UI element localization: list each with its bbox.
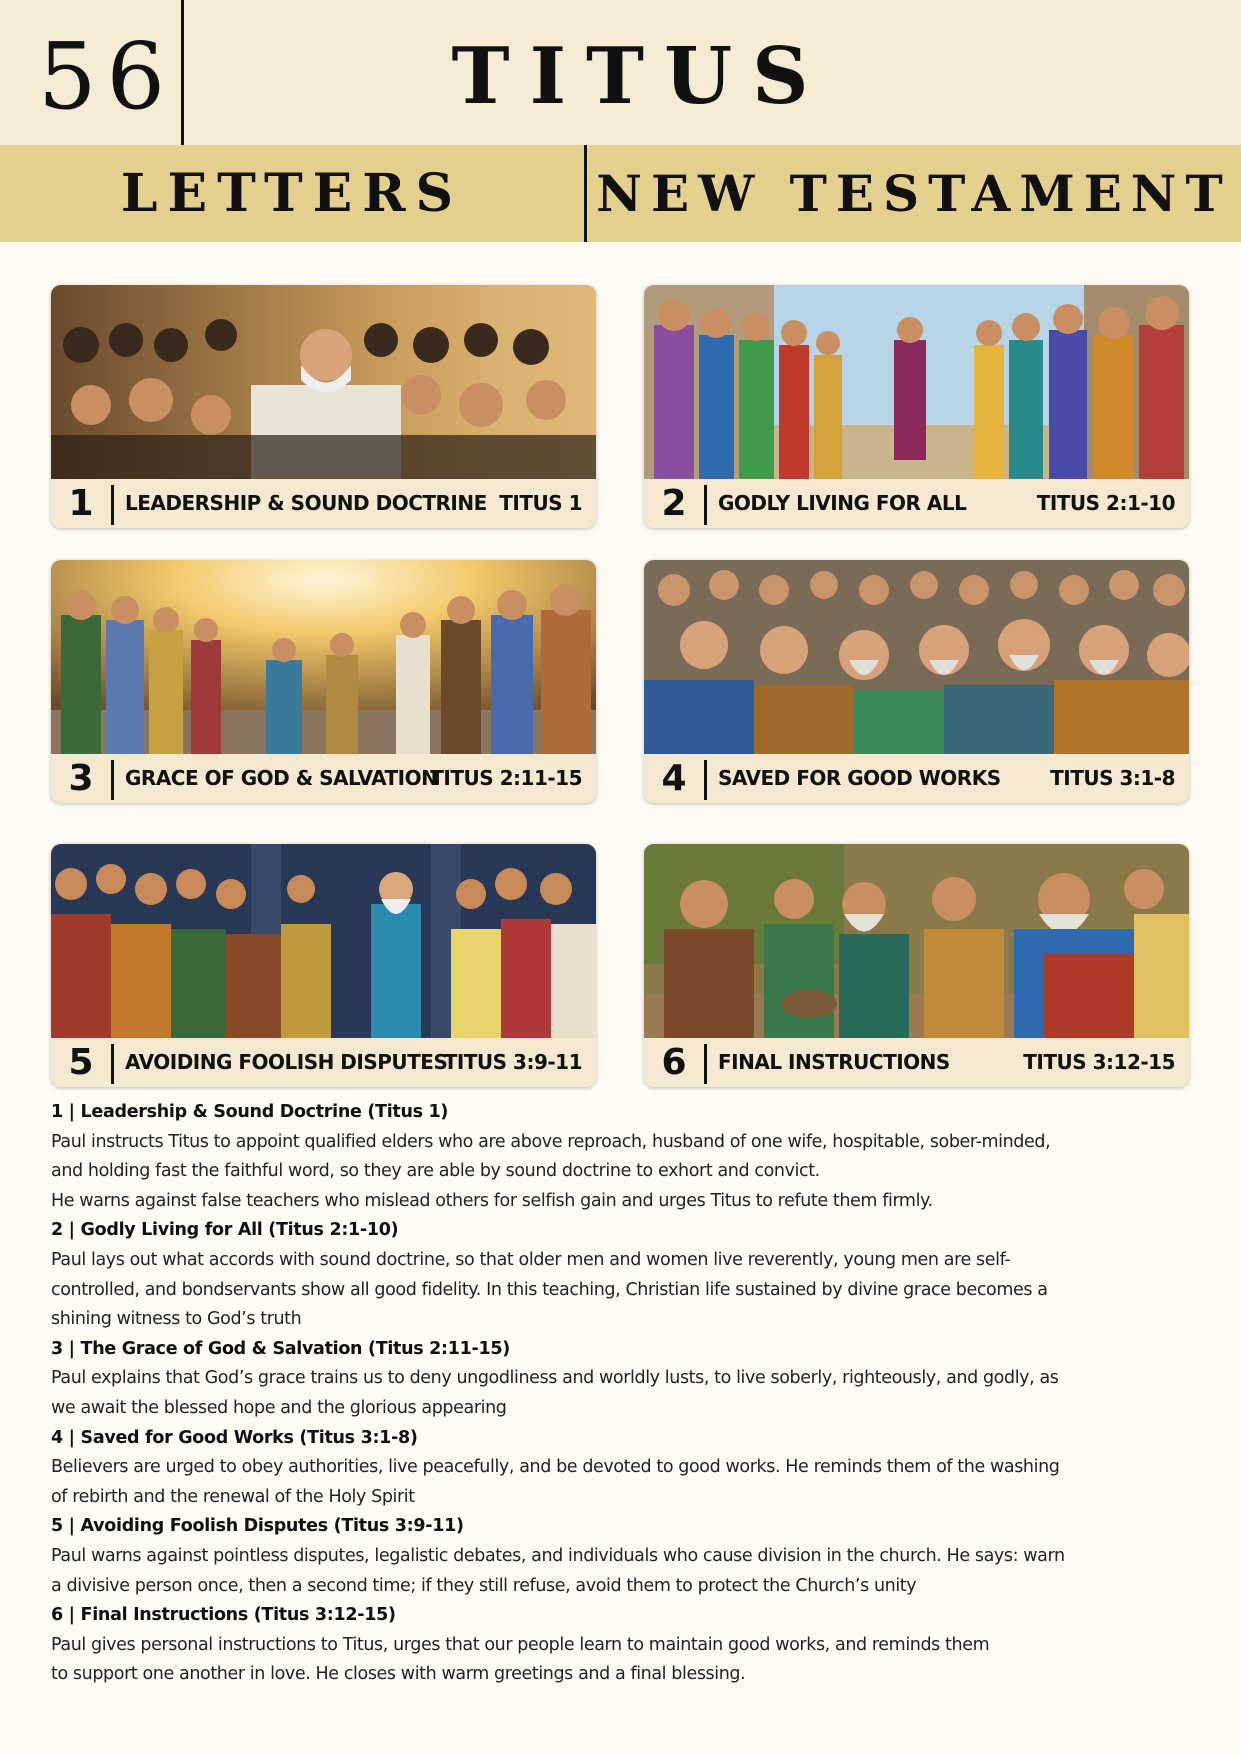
section-line: we await the blessed hope and the glorious appearing <box>51 1397 507 1418</box>
card-reference: TITUS 2:11-15 <box>430 766 582 790</box>
illustration-divine-light <box>51 560 596 754</box>
section-5 <box>51 1512 1191 1601</box>
card-number: 4 <box>661 758 687 799</box>
section-line: Paul gives personal instructions to Titus, urges that our people learn to maintain good works, and reminds them <box>51 1634 990 1655</box>
card-divider <box>111 1044 114 1084</box>
section-heading: 3 | The Grace of God & Salvation (Titus 2:11-15) <box>51 1338 510 1359</box>
section-line: controlled, and bondservants show all good fidelity. In this teaching, Christian life sustained by divine grace becomes a <box>51 1279 1048 1300</box>
card-reference: TITUS 1 <box>499 491 582 515</box>
story-card-6 <box>644 844 1189 1087</box>
card-number: 1 <box>68 483 94 524</box>
card-reference: TITUS 3:9-11 <box>443 1050 582 1074</box>
section-line: to support one another in love. He closes with warm greetings and a final blessing. <box>51 1664 746 1685</box>
card-divider <box>704 485 707 525</box>
section-line: Paul lays out what accords with sound doctrine, so that older men and women live reverently, young men are self- <box>51 1249 1011 1270</box>
summary-text <box>51 1098 1191 1690</box>
card-number: 5 <box>68 1042 94 1083</box>
card-title: SAVED FOR GOOD WORKS <box>718 766 1001 790</box>
section-1 <box>51 1098 1191 1216</box>
card-divider <box>704 1044 707 1084</box>
card-number: 3 <box>68 758 94 799</box>
section-6 <box>51 1601 1191 1690</box>
card-reference: TITUS 3:12-15 <box>1023 1050 1175 1074</box>
story-card-3 <box>51 560 596 803</box>
illustration-believers-crowd <box>644 560 1189 754</box>
section-heading: 4 | Saved for Good Works (Titus 3:1-8) <box>51 1427 418 1448</box>
card-reference: TITUS 3:1-8 <box>1050 766 1175 790</box>
section-3 <box>51 1335 1191 1424</box>
section-line: Paul warns against pointless disputes, legalistic debates, and individuals who cause division in the church. He says: warn <box>51 1545 1065 1566</box>
section-heading: 5 | Avoiding Foolish Disputes (Titus 3:9-11) <box>51 1516 464 1537</box>
category-label: LETTERS <box>120 163 464 224</box>
section-4 <box>51 1424 1191 1513</box>
card-number: 2 <box>661 483 687 524</box>
section-line: of rebirth and the renewal of the Holy Spirit <box>51 1486 415 1507</box>
card-number: 6 <box>661 1042 687 1083</box>
card-reference: TITUS 2:1-10 <box>1036 491 1175 515</box>
book-title: TITUS <box>451 31 829 122</box>
story-card-2 <box>644 285 1189 528</box>
section-line: shining witness to God’s truth <box>51 1309 302 1330</box>
section-line: Paul explains that God’s grace trains us to deny ungodliness and worldly lusts, to live soberly, righteously, and godly, as <box>51 1368 1059 1389</box>
illustration-final-instructions <box>644 844 1189 1038</box>
card-title: FINAL INSTRUCTIONS <box>718 1050 950 1074</box>
section-line: He warns against false teachers who mislead others for selfish gain and urges Titus to refute them firmly. <box>51 1190 933 1211</box>
section-heading: 6 | Final Instructions (Titus 3:12-15) <box>51 1605 396 1626</box>
section-heading: 2 | Godly Living for All (Titus 2:1-10) <box>51 1220 399 1241</box>
story-card-4 <box>644 560 1189 803</box>
section-2 <box>51 1216 1191 1334</box>
card-title: GODLY LIVING FOR ALL <box>718 491 967 515</box>
illustration-gathering <box>644 285 1189 479</box>
card-divider <box>704 760 707 800</box>
card-title: AVOIDING FOOLISH DISPUTES <box>125 1050 448 1074</box>
header-divider <box>181 0 184 148</box>
illustration-teaching-crowd <box>51 285 596 479</box>
book-number: 56 <box>38 23 176 130</box>
card-divider <box>111 485 114 525</box>
section-heading: 1 | Leadership & Sound Doctrine (Titus 1) <box>51 1102 449 1122</box>
story-card-1 <box>51 285 596 528</box>
section-line: and holding fast the faithful word, so they are able by sound doctrine to exhort and convict. <box>51 1161 820 1182</box>
section-line: Believers are urged to obey authorities, live peacefully, and be devoted to good works. He reminds them of the washing <box>51 1457 1060 1478</box>
section-line: Paul instructs Titus to appoint qualified elders who are above reproach, husband of one wife, hospitable, sober-minded, <box>51 1131 1051 1152</box>
story-card-5 <box>51 844 596 1087</box>
card-title: LEADERSHIP & SOUND DOCTRINE <box>125 491 487 515</box>
card-divider <box>111 760 114 800</box>
card-title: GRACE OF GOD & SALVATION <box>125 766 438 790</box>
testament-label: NEW TESTAMENT <box>596 164 1232 223</box>
illustration-dispute <box>51 844 596 1038</box>
section-line: a divisive person once, then a second time; if they still refuse, avoid them to protect the Church’s unity <box>51 1575 917 1596</box>
